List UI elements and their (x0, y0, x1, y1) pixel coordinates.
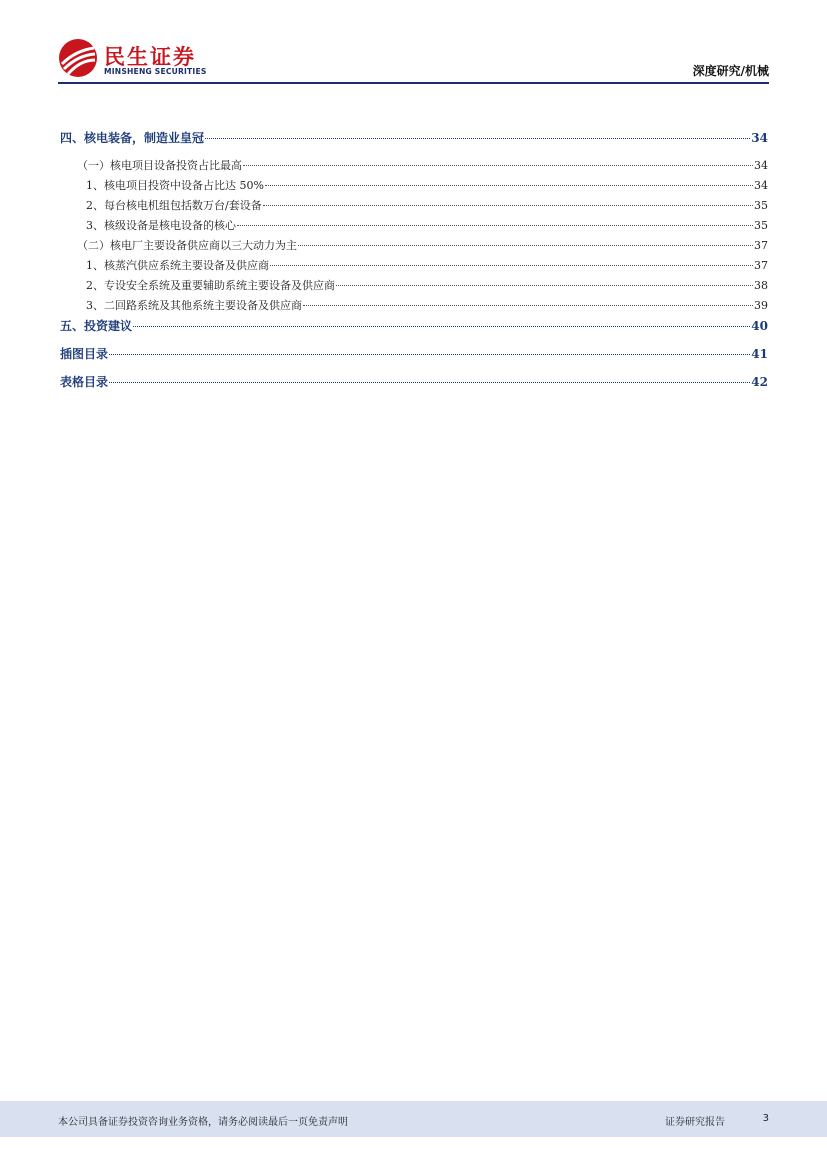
toc-entry-label: 插图目录 (60, 347, 109, 361)
toc-entry-page: 34 (754, 159, 768, 172)
toc-entry[interactable] (60, 176, 768, 196)
report-category: 深度研究/机械 (692, 64, 769, 78)
toc-entry-label: 1、核蒸汽供应系统主要设备及供应商 (86, 259, 269, 272)
toc-entry[interactable] (60, 256, 768, 276)
toc-leader-dots (133, 326, 750, 327)
toc-entry[interactable] (60, 196, 768, 216)
footer-page-number: 3 (762, 1113, 769, 1124)
toc-leader-dots (303, 305, 753, 306)
toc-entry[interactable] (60, 156, 768, 176)
toc-leader-dots (243, 165, 753, 166)
toc-leader-dots (336, 285, 753, 286)
toc-leader-dots (270, 265, 753, 266)
toc-entry-label: 3、二回路系统及其他系统主要设备及供应商 (86, 299, 302, 312)
toc-entry-page: 40 (751, 319, 768, 333)
footer-report-type: 证券研究报告 (665, 1117, 725, 1128)
toc-entry-label: 四、核电装备，制造业皇冠 (60, 131, 205, 145)
toc-entry-page: 42 (751, 375, 768, 389)
toc-entry-label: 五、投资建议 (60, 319, 133, 333)
toc-entry-label: 1、核电项目投资中设备占比达 50% (86, 179, 264, 192)
toc-entry-page: 37 (754, 259, 768, 272)
toc-entry-page: 38 (754, 279, 768, 292)
logo-english-name: MINSHENG SECURITIES (104, 67, 207, 76)
toc-entry-label: 表格目录 (60, 375, 109, 389)
toc-entry[interactable] (60, 128, 768, 156)
toc-leader-dots (265, 185, 753, 186)
toc-entry-label: 2、每台核电机组包括数万台/套设备 (86, 199, 262, 212)
table-of-contents (60, 128, 768, 400)
toc-entry[interactable] (60, 236, 768, 256)
toc-entry-label: （一）核电项目设备投资占比最高 (77, 159, 242, 172)
page-header (0, 0, 827, 90)
toc-entry-page: 39 (754, 299, 768, 312)
toc-entry-label: （二）核电厂主要设备供应商以三大动力为主 (77, 239, 297, 252)
company-logo (58, 38, 238, 80)
toc-leader-dots (298, 245, 753, 246)
toc-leader-dots (109, 354, 750, 355)
toc-entry-page: 34 (754, 179, 768, 192)
toc-leader-dots (205, 138, 750, 139)
toc-leader-dots (109, 382, 750, 383)
toc-entry[interactable] (60, 372, 768, 400)
toc-entry[interactable] (60, 296, 768, 316)
toc-entry[interactable] (60, 316, 768, 344)
toc-entry-page: 34 (751, 131, 768, 145)
toc-entry-page: 37 (754, 239, 768, 252)
toc-entry-page: 35 (754, 219, 768, 232)
footer-disclaimer: 本公司具备证券投资咨询业务资格，请务必阅读最后一页免责声明 (58, 1117, 348, 1128)
minsheng-logo-icon (58, 38, 98, 78)
toc-entry[interactable] (60, 276, 768, 296)
toc-entry-page: 35 (754, 199, 768, 212)
toc-entry-label: 2、专设安全系统及重要辅助系统主要设备及供应商 (86, 279, 335, 292)
toc-entry-label: 3、核级设备是核电设备的核心 (86, 219, 236, 232)
header-divider (58, 82, 769, 84)
toc-leader-dots (237, 225, 753, 226)
toc-entry[interactable] (60, 216, 768, 236)
logo-chinese-name: 民生证券 (104, 45, 196, 69)
page-footer (0, 1101, 827, 1137)
toc-entry-page: 41 (751, 347, 768, 361)
toc-leader-dots (263, 205, 753, 206)
toc-entry[interactable] (60, 344, 768, 372)
